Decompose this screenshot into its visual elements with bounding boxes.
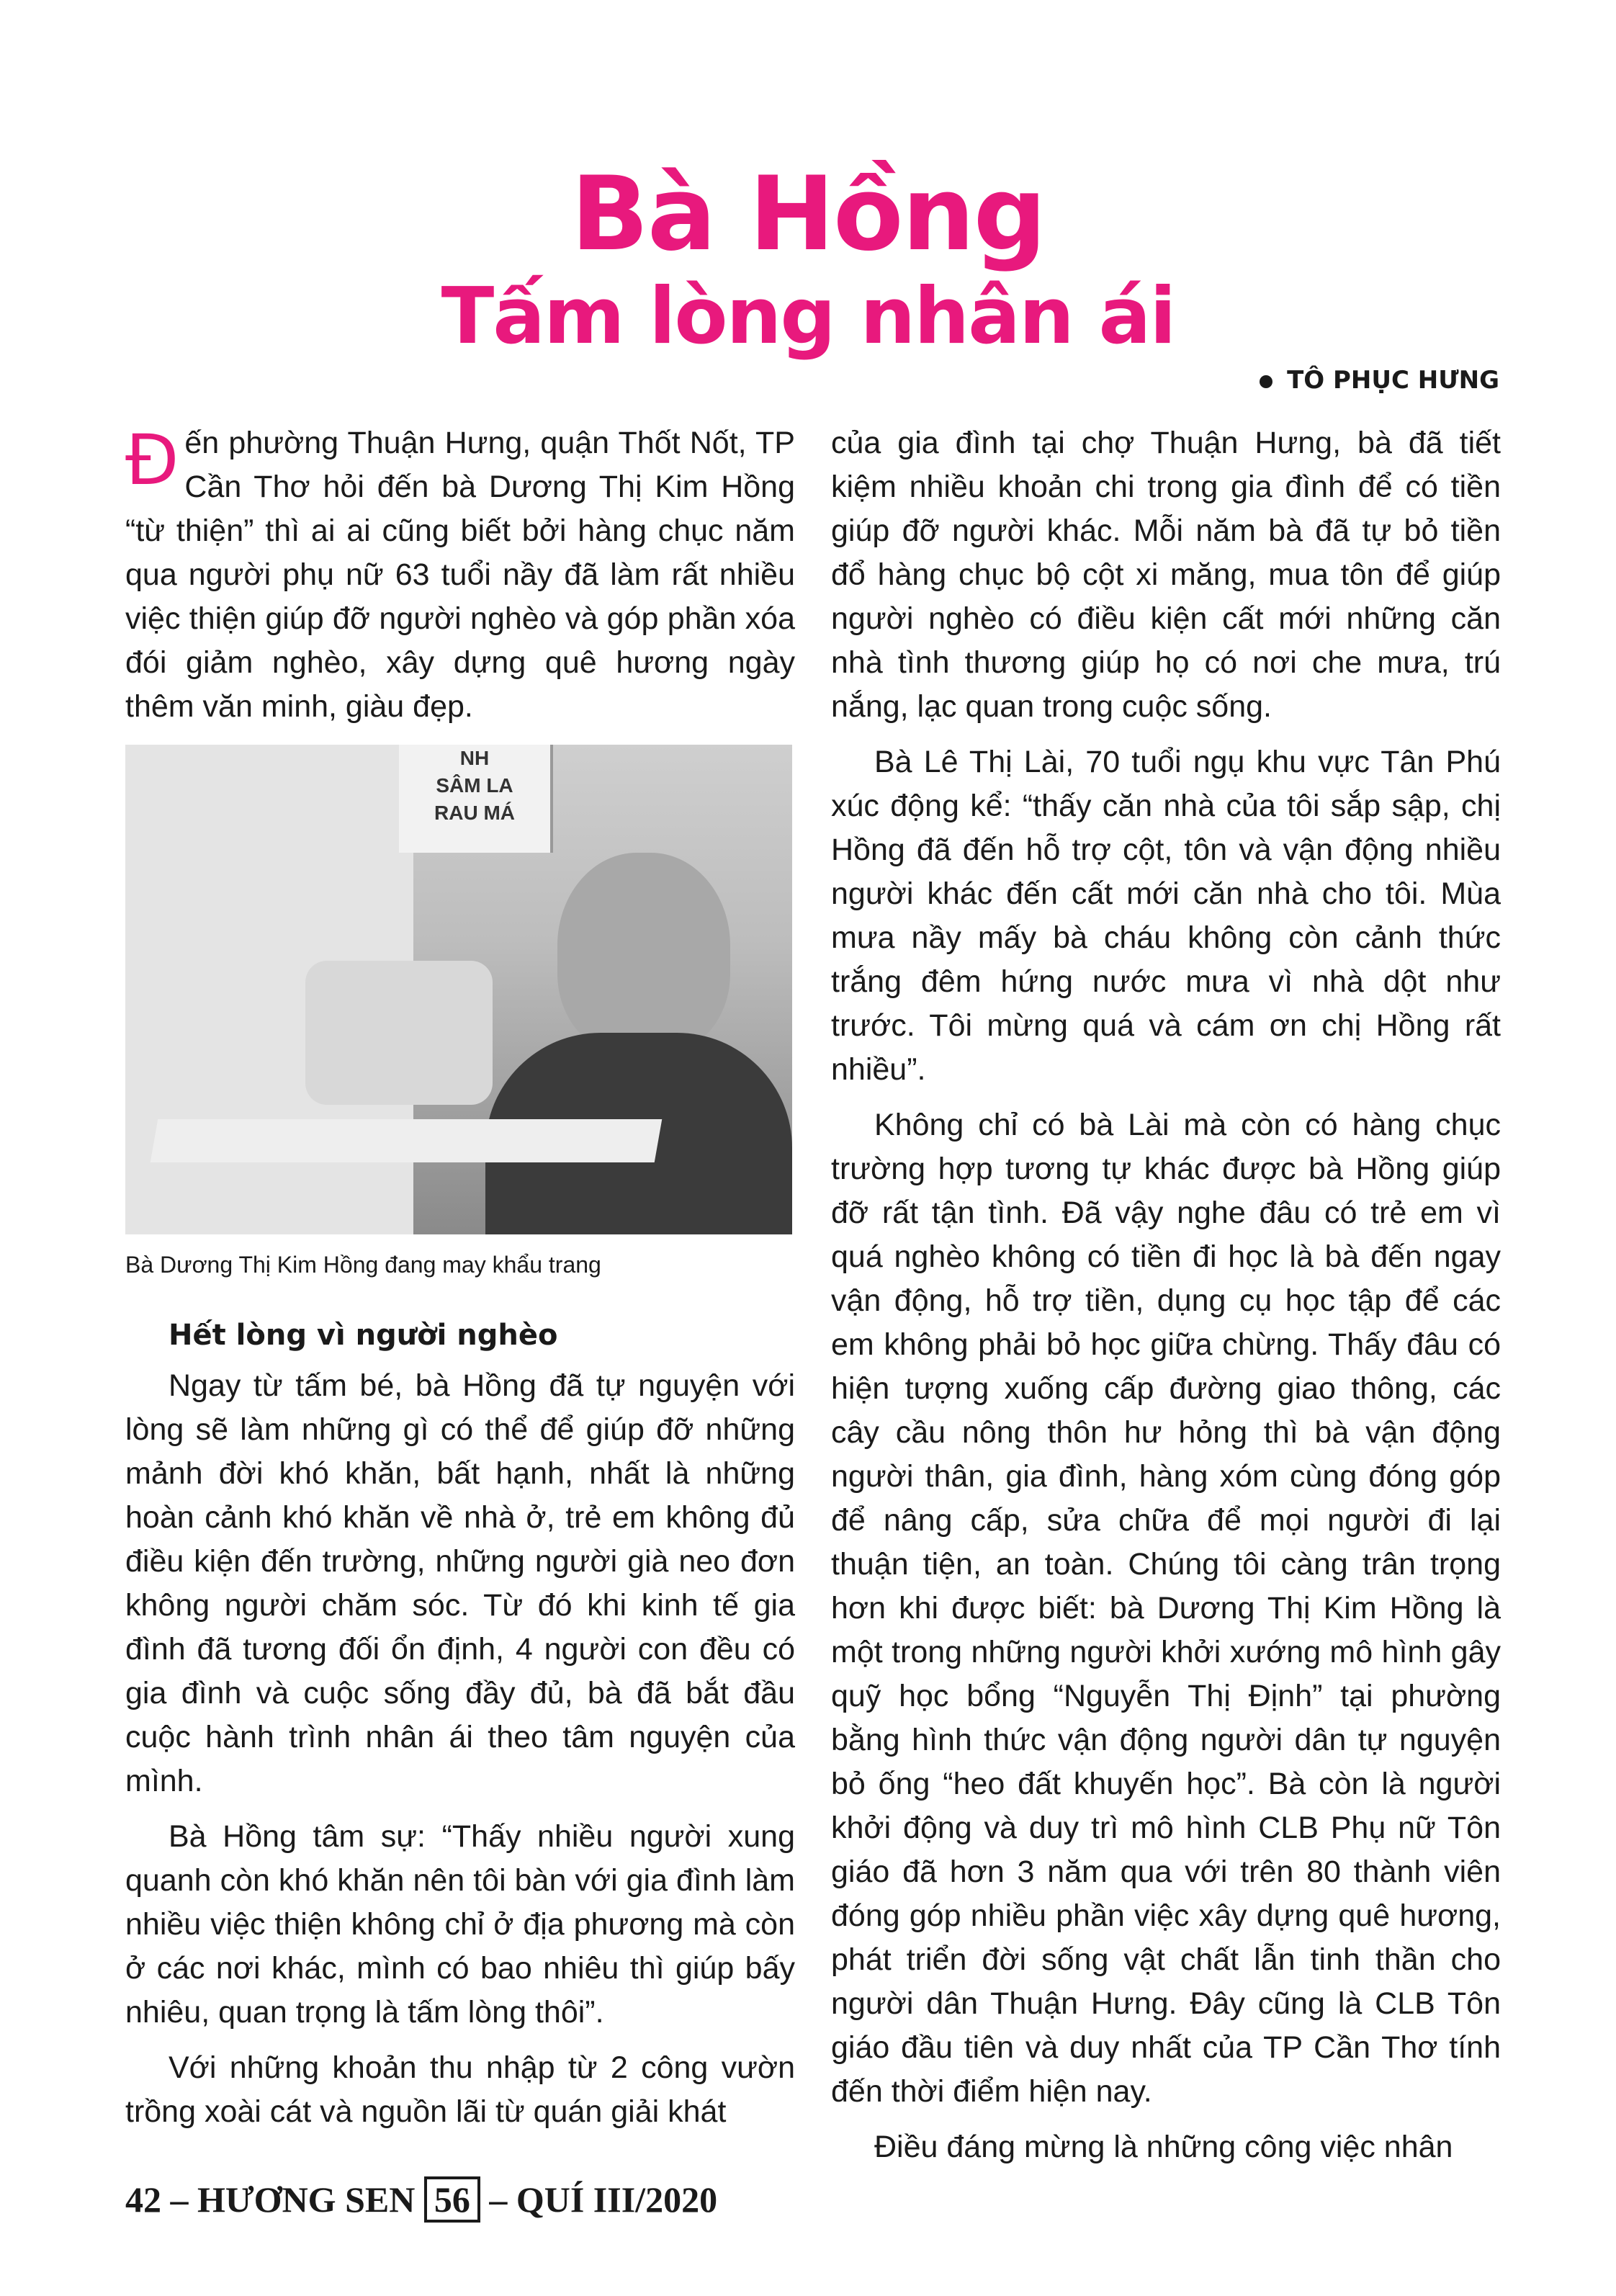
sign-line: NH (459, 747, 490, 769)
table-shape (151, 1119, 663, 1162)
section-subheading: Hết lòng vì người nghèo (169, 1319, 558, 1352)
body-paragraph: của gia đình tại chợ Thuận Hưng, bà đã tiết kiệm nhiều khoản chi trong gia đình để có tiền giúp đỡ người khác. Mỗi năm bà đã tự bỏ tiền đổ hàng chục bộ cột xi măng, mua tôn để giúp người nghèo có điều kiện cất mới những căn nhà tình thương giúp họ có nơi che mưa, trú nắng, lạc quan trong cuộc sống. (831, 426, 1501, 724)
publication-name: – HƯƠNG SEN (170, 2179, 416, 2220)
article-title-line2: Tấm lòng nhân ái (441, 272, 1175, 362)
article-photo (125, 745, 792, 1234)
drop-cap: Đ (125, 420, 179, 501)
body-paragraph: Ngay từ tấm bé, bà Hồng đã tự nguyện với lòng sẽ làm những gì có thể để giúp đỡ những mảnh đời khó khăn, bất hạnh, nhất là những hoàn cảnh khó khăn về nhà ở, trẻ em không đủ điều kiện đến trường, những người già neo đơn không người chăm sóc. Từ đó khi kinh tế gia đình đã tương đối ổn định, 4 người con đều có gia đình và cuộc sống đầy đủ, bà đã bắt đầu cuộc hành trình nhân ái theo tâm nguyện của mình. (125, 1368, 795, 1798)
photo-sign (399, 745, 553, 853)
sign-line: RAU MÁ (434, 802, 515, 824)
body-paragraph: Bà Lê Thị Lài, 70 tuổi ngụ khu vực Tân Phú xúc động kể: “thấy căn nhà của tôi sắp sập, chị Hồng đã đến hỗ trợ cột, tôn và vận động nhiều người khác đến cất mới căn nhà cho tôi. Mùa mưa nầy mấy bà cháu không còn cảnh thức trắng đêm hứng nước mưa vì nhà dột như trước. Tôi mừng quá và cám ơn chị Hồng rất nhiều”. (831, 745, 1501, 1087)
article-title-line1: Bà Hồng (570, 155, 1046, 274)
body-paragraph: Không chỉ có bà Lài mà còn có hàng chục trường hợp tương tự khác được bà Hồng giúp đỡ rất tận tình. Đã vậy nghe đâu có trẻ em vì quá nghèo không có tiền đi học là bà đến ngay vận động, hỗ trợ tiền, dụng cụ học tập để các em không phải bỏ học giữa chừng. Thấy đâu có hiện tượng xuống cấp đường giao thông, các cây cầu nông thôn hư hỏng thì bà vận động người thân, gia đình, hàng xóm cùng đóng góp để nâng cấp, sửa chữa để mọi người đi lại thuận tiện, an toàn. Chúng tôi càng trân trọng hơn khi được biết: bà Dương Thị Kim Hồng là một trong những người khởi xướng mô hình gây quỹ học bổng “Nguyễn Thị Định” tại phường bằng hình thức vận động người dân tự nguyện bỏ ống “heo đất khuyến học”. Bà còn là người khởi động và duy trì mô hình CLB Phụ nữ Tôn giáo đã hơn 3 năm qua với trên 80 thành viên đóng góp nhiều phần việc xây dựng quê hương, phát triển đời sống vật chất lẫn tinh thần cho người dân Thuận Hưng. Đây cũng là CLB Tôn giáo đầu tiên và duy nhất của TP Cần Thơ tính đến thời điểm hiện nay. (831, 1108, 1501, 2109)
body-paragraph: Với những khoản thu nhập từ 2 công vườn trồng xoài cát và nguồn lãi từ quán giải khát (125, 2050, 795, 2129)
left-column (125, 421, 795, 2145)
issue-period: – QUÍ III/2020 (489, 2179, 718, 2220)
issue-number: 56 (424, 2176, 480, 2223)
sign-line: SÂM LA (436, 774, 513, 797)
photo-caption: Bà Dương Thị Kim Hồng đang may khẩu trang (125, 1252, 601, 1278)
intro-paragraph (125, 421, 795, 729)
page-footer (125, 2176, 717, 2223)
sewing-machine-shape (305, 961, 493, 1105)
body-paragraph: Điều đáng mừng là những công việc nhân (874, 2130, 1453, 2164)
person-head-shape (557, 853, 730, 1054)
bullet-icon (1260, 375, 1272, 388)
author-name: TÔ PHỤC HƯNG (1287, 366, 1499, 395)
page-number: 42 (125, 2179, 161, 2220)
byline (1260, 366, 1499, 395)
body-paragraph: Bà Hồng tâm sự: “Thấy nhiều người xung quanh còn khó khăn nên tôi bàn với gia đình làm nhiều việc thiện không chỉ ở địa phương mà còn ở các nơi khác, mình có bao nhiêu thì giúp bấy nhiêu, quan trọng là tấm lòng thôi”. (125, 1819, 795, 2030)
right-column (831, 421, 1501, 2181)
intro-text: ến phường Thuận Hưng, quận Thốt Nốt, TP Cần Thơ hỏi đến bà Dương Thị Kim Hồng “từ thiện” thì ai ai cũng biết bởi hàng chục năm qua người phụ nữ 63 tuổi nầy đã làm rất nhiều việc thiện giúp đỡ người nghèo và góp phần xóa đói giảm nghèo, xây dựng quê hương ngày thêm văn minh, giàu đẹp. (125, 426, 795, 724)
